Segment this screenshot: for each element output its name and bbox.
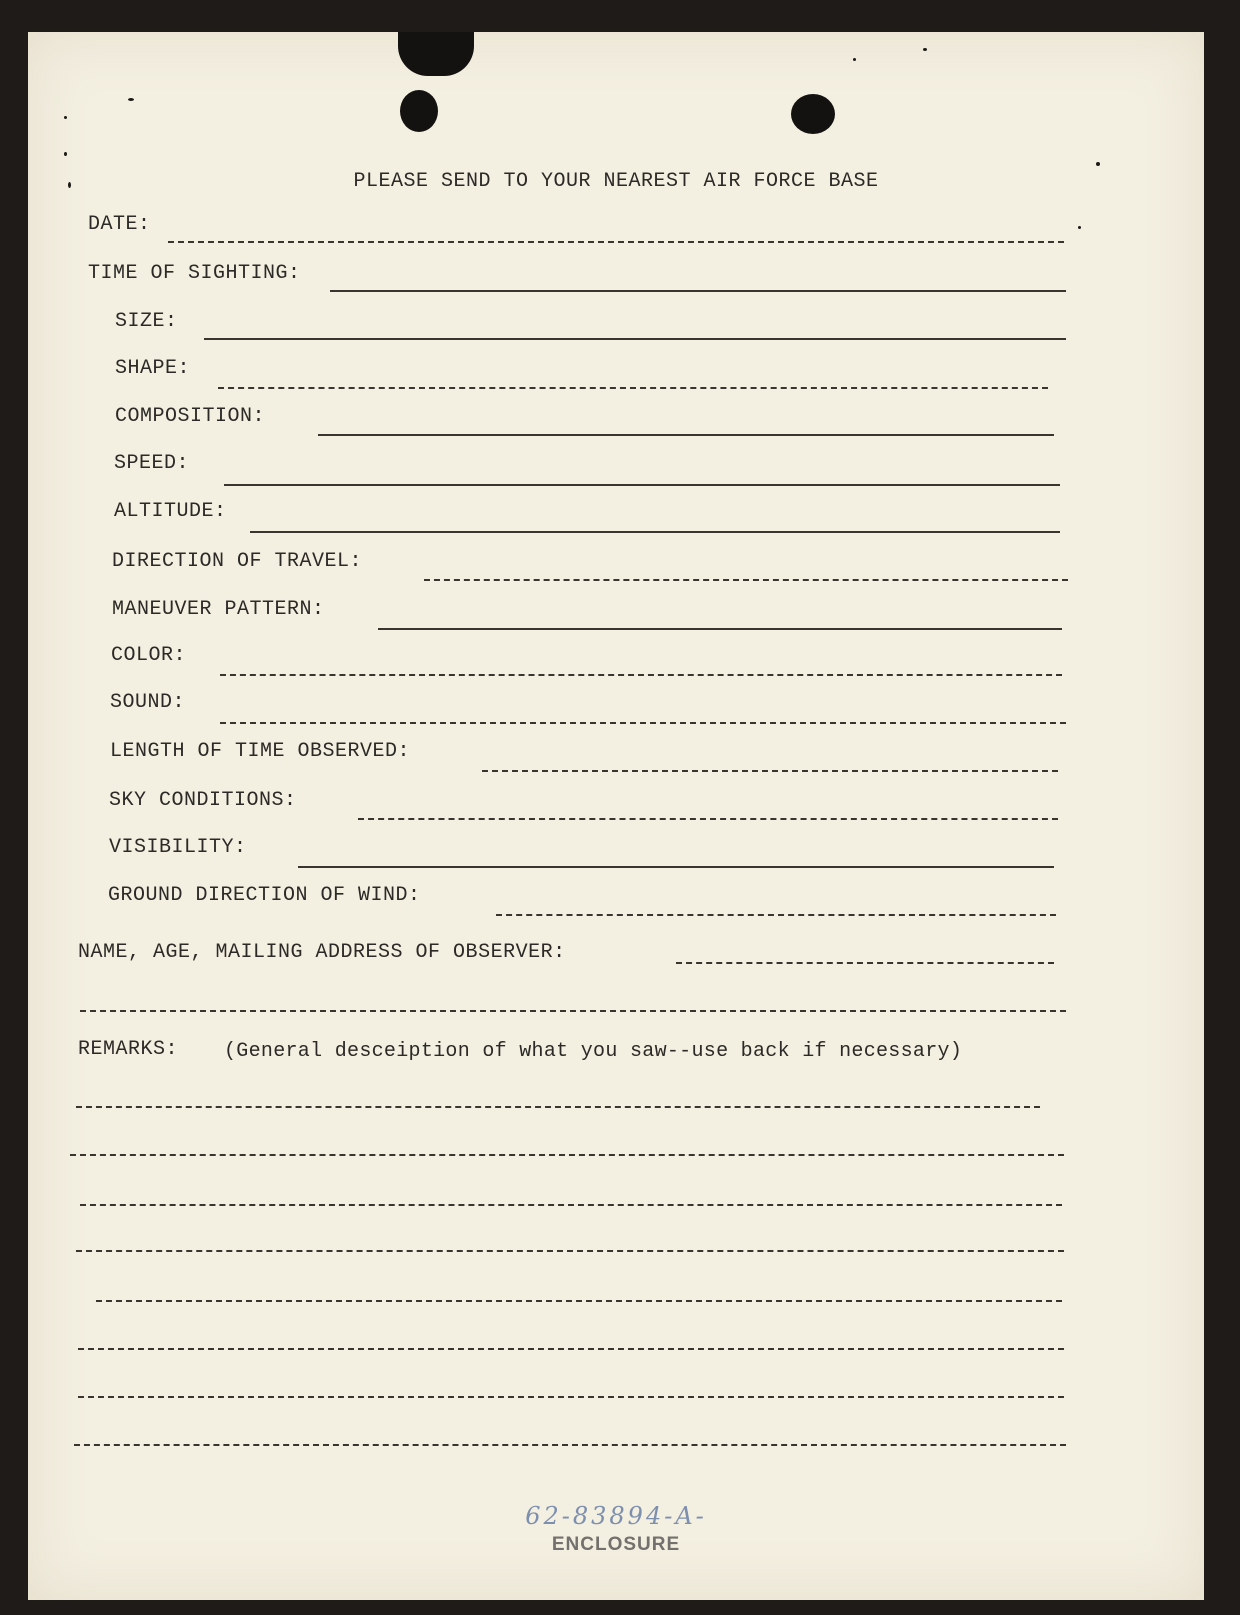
field-line-altitude[interactable] — [250, 531, 1060, 533]
field-line-direction-of-travel[interactable] — [424, 579, 1068, 581]
enclosure-stamp: ENCLOSURE — [551, 1534, 681, 1555]
field-label-date: DATE: — [88, 213, 151, 236]
remarks-line[interactable] — [76, 1250, 1064, 1252]
field-label-altitude: ALTITUDE: — [114, 500, 227, 523]
speck — [853, 58, 856, 61]
remarks-line[interactable] — [80, 1204, 1062, 1206]
field-label-sound: SOUND: — [110, 691, 186, 714]
remarks-line[interactable] — [74, 1444, 1066, 1446]
field-line-time-of-sighting[interactable] — [330, 290, 1066, 292]
page-title: PLEASE SEND TO YOUR NEAREST AIR FORCE BASE — [353, 170, 879, 193]
remarks-line[interactable] — [78, 1396, 1064, 1398]
field-label-time-of-sighting: TIME OF SIGHTING: — [88, 262, 301, 285]
field-line-length-of-time-observed[interactable] — [482, 770, 1058, 772]
field-label-ground-direction-of-wind: GROUND DIRECTION OF WIND: — [108, 884, 421, 907]
field-label-maneuver-pattern: MANEUVER PATTERN: — [112, 598, 325, 621]
speck — [1078, 226, 1081, 229]
observer-line-2[interactable] — [80, 1010, 1066, 1012]
remarks-line[interactable] — [76, 1106, 1040, 1108]
speck — [923, 48, 927, 51]
observer-line-1[interactable] — [676, 962, 1054, 964]
speck — [128, 98, 134, 101]
speck — [1096, 162, 1100, 166]
observer-label: NAME, AGE, MAILING ADDRESS OF OBSERVER: — [78, 941, 566, 964]
field-line-speed[interactable] — [224, 484, 1060, 486]
field-label-visibility: VISIBILITY: — [109, 836, 247, 859]
field-label-size: SIZE: — [115, 310, 178, 333]
remarks-line[interactable] — [78, 1348, 1064, 1350]
field-line-color[interactable] — [220, 674, 1062, 676]
field-line-composition[interactable] — [318, 434, 1054, 436]
speck — [64, 116, 67, 119]
remarks-line[interactable] — [70, 1154, 1064, 1156]
remarks-line[interactable] — [96, 1300, 1062, 1302]
field-label-shape: SHAPE: — [115, 357, 191, 380]
field-line-sky-conditions[interactable] — [358, 818, 1058, 820]
field-line-shape[interactable] — [218, 387, 1048, 389]
torn-notch — [398, 32, 474, 76]
field-line-sound[interactable] — [220, 722, 1066, 724]
field-label-direction-of-travel: DIRECTION OF TRAVEL: — [112, 550, 363, 573]
field-line-visibility[interactable] — [298, 866, 1054, 868]
remarks-hint: (General desceiption of what you saw--use back if necessary) — [224, 1040, 963, 1063]
speck — [64, 152, 67, 156]
punch-hole-right — [791, 94, 835, 134]
field-label-length-of-time-observed: LENGTH OF TIME OBSERVED: — [110, 740, 411, 763]
form-paper — [28, 32, 1204, 1600]
punch-hole-left — [400, 90, 438, 132]
handwritten-file-number: 62-83894-A- — [525, 1502, 707, 1530]
field-line-maneuver-pattern[interactable] — [378, 628, 1062, 630]
field-label-sky-conditions: SKY CONDITIONS: — [109, 789, 297, 812]
field-line-ground-direction-of-wind[interactable] — [496, 914, 1056, 916]
field-label-composition: COMPOSITION: — [115, 405, 266, 428]
field-label-color: COLOR: — [111, 644, 187, 667]
field-line-size[interactable] — [204, 338, 1066, 340]
remarks-label: REMARKS: — [78, 1038, 179, 1061]
field-label-speed: SPEED: — [114, 452, 190, 475]
field-line-date[interactable] — [168, 241, 1064, 243]
